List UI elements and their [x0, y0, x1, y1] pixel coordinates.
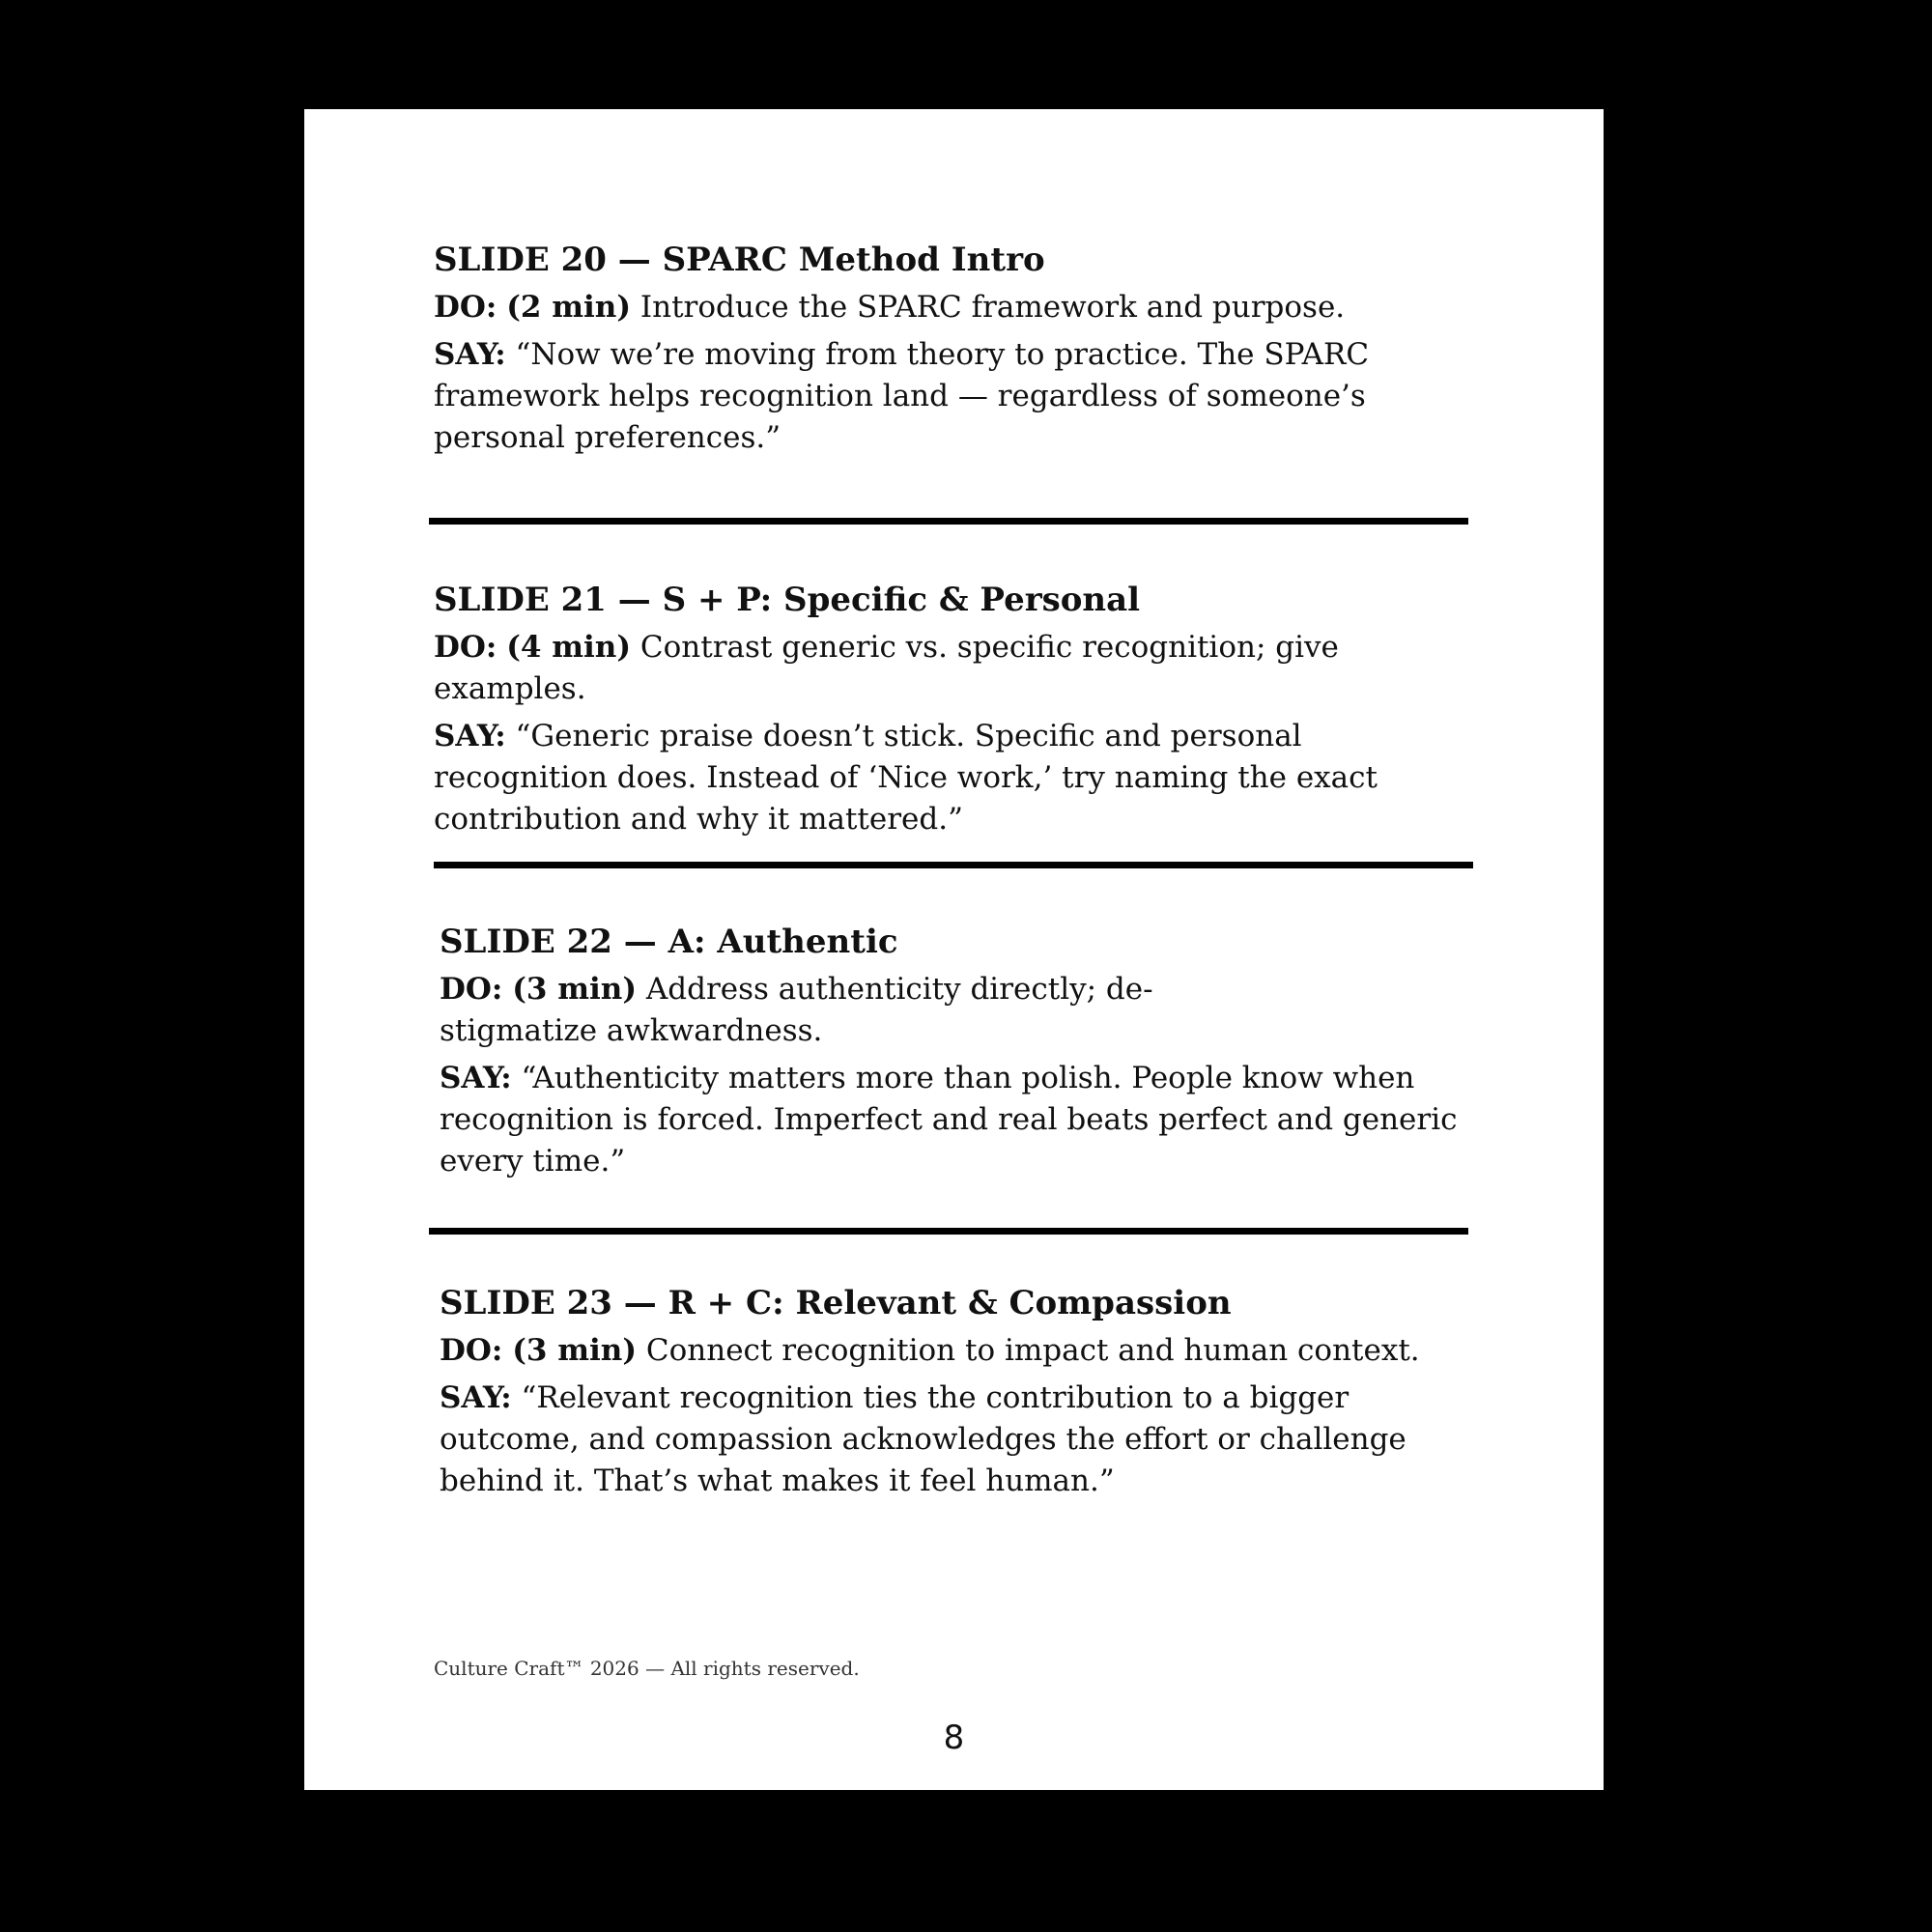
- slide-20-section: [434, 239, 1482, 465]
- do-instruction: [434, 627, 1482, 710]
- section-divider: [429, 1228, 1468, 1235]
- slide-heading: SLIDE 21 — S + P: Specific & Personal: [434, 581, 1141, 619]
- say-script: [434, 334, 1482, 459]
- say-text: “Generic praise doesn’t stick. Specific and personal recognition does. Instead of ‘Nice work,’ try naming the exact contribution and why it mattered.”: [434, 719, 1378, 837]
- do-label: DO:: [440, 972, 503, 1007]
- do-instruction: [434, 287, 1482, 328]
- say-text: “Authenticity matters more than polish. People know when recognition is forced. Imperfect and real beats perfect and generic every time.”: [440, 1061, 1458, 1179]
- say-script: [440, 1378, 1488, 1502]
- section-divider: [429, 518, 1468, 525]
- copyright-footer: Culture Craft™ 2026 — All rights reserved.: [434, 1657, 860, 1680]
- say-label: SAY:: [434, 337, 506, 372]
- section-divider: [434, 862, 1473, 868]
- do-label: DO:: [434, 630, 497, 665]
- do-time: (3 min): [512, 1333, 638, 1368]
- slide-heading: SLIDE 23 — R + C: Relevant & Compassion: [440, 1284, 1232, 1322]
- do-text: Address authenticity directly; de-stigmatize awkwardness.: [440, 972, 1153, 1048]
- page-number: 8: [943, 1719, 965, 1757]
- do-label: DO:: [440, 1333, 503, 1368]
- say-label: SAY:: [440, 1061, 512, 1095]
- slide-22-section: [440, 921, 1488, 1188]
- slide-23-section: [440, 1282, 1488, 1508]
- do-instruction: [440, 969, 1280, 1052]
- do-time: (4 min): [506, 630, 632, 665]
- do-instruction: [440, 1330, 1488, 1372]
- say-label: SAY:: [434, 719, 506, 753]
- say-text: “Now we’re moving from theory to practice. The SPARC framework helps recognition land — regardless of someone’s personal preferences.”: [434, 337, 1370, 455]
- say-script: [434, 716, 1482, 840]
- slide-21-section: [434, 579, 1482, 846]
- document-page: [304, 109, 1604, 1790]
- do-time: (2 min): [506, 290, 632, 325]
- say-text: “Relevant recognition ties the contribution to a bigger outcome, and compassion acknowledges the effort or challenge behind it. That’s what makes it feel human.”: [440, 1380, 1406, 1498]
- slide-heading: SLIDE 20 — SPARC Method Intro: [434, 241, 1045, 279]
- say-script: [440, 1058, 1488, 1182]
- do-label: DO:: [434, 290, 497, 325]
- do-text: Connect recognition to impact and human context.: [645, 1333, 1420, 1368]
- slide-heading: SLIDE 22 — A: Authentic: [440, 923, 898, 961]
- say-label: SAY:: [440, 1380, 512, 1415]
- do-text: Introduce the SPARC framework and purpose.: [639, 290, 1346, 325]
- do-text: Contrast generic vs. specific recognition; give examples.: [434, 630, 1339, 706]
- do-time: (3 min): [512, 972, 638, 1007]
